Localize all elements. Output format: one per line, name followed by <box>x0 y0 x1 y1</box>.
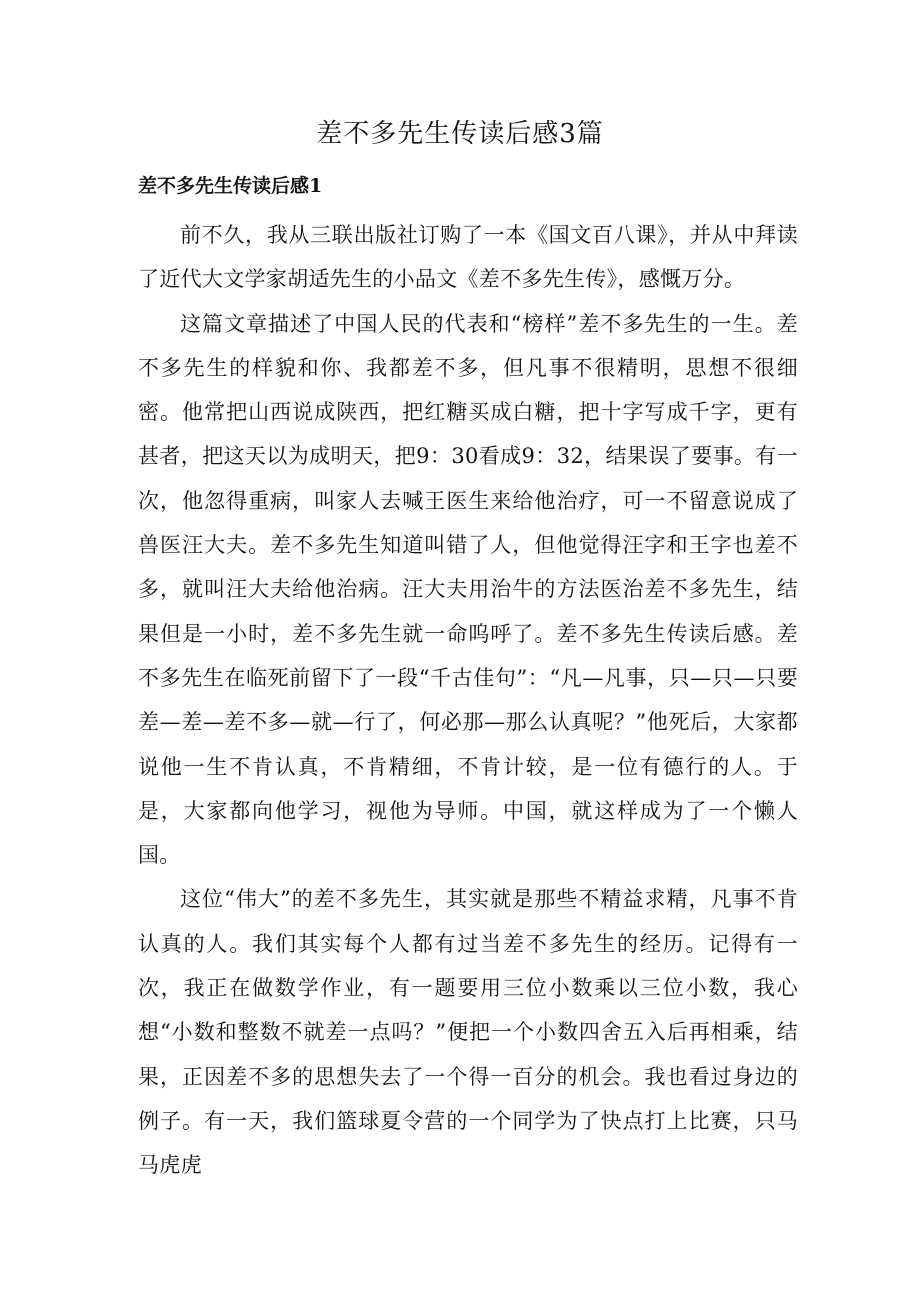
paragraph-2: 这篇文章描述了中国人民的代表和“榜样”差不多先生的一生。差不多先生的样貌和你、我都差不多，但凡事不很精明，思想不很细密。他常把山西说成陕西，把红糖买成白糖，把十字写成千字，更有甚者，把这天以为成明天，把9：30看成9：32，结果误了要事。有一次，他忽得重病，叫家人去喊王医生来给他治疗，可一不留意说成了兽医汪大夫。差不多先生知道叫错了人，但他觉得汪字和王字也差不多，就叫汪大夫给他治病。汪大夫用治牛的方法医治差不多先生，结果但是一小时，差不多先生就一命呜呼了。差不多先生传读后感。差不多先生在临死前留下了一段“千古佳句”：“凡—凡事，只—只—只要差—差—差不多—就—行了，何必那—那么认真呢？”他死后，大家都说他一生不肯认真，不肯精细，不肯计较，是一位有德行的人。于是，大家都向他学习，视他为导师。中国，就这样成为了一个懒人国。 <box>138 311 798 868</box>
section-heading: 差不多先生传读后感1 <box>138 175 323 197</box>
document-title: 差不多先生传读后感3篇 <box>316 119 604 149</box>
document-body <box>138 213 798 1188</box>
paragraph-3: 这位“伟大”的差不多先生，其实就是那些不精益求精，凡事不肯认真的人。我们其实每个人都有过当差不多先生的经历。记得有一次，我正在做数学作业，有一题要用三位小数乘以三位小数，我心想“小数和整数不就差一点吗？”便把一个小数四舍五入后再相乘，结果，正因差不多的思想失去了一个得一百分的机会。我也看过身边的例子。有一天，我们篮球夏令营的一个同学为了快点打上比赛，只马马虎虎 <box>138 887 798 1178</box>
paragraph-1: 前不久，我从三联出版社订购了一本《国文百八课》，并从中拜读了近代大文学家胡适先生的小品文《差不多先生传》，感慨万分。 <box>138 223 798 292</box>
